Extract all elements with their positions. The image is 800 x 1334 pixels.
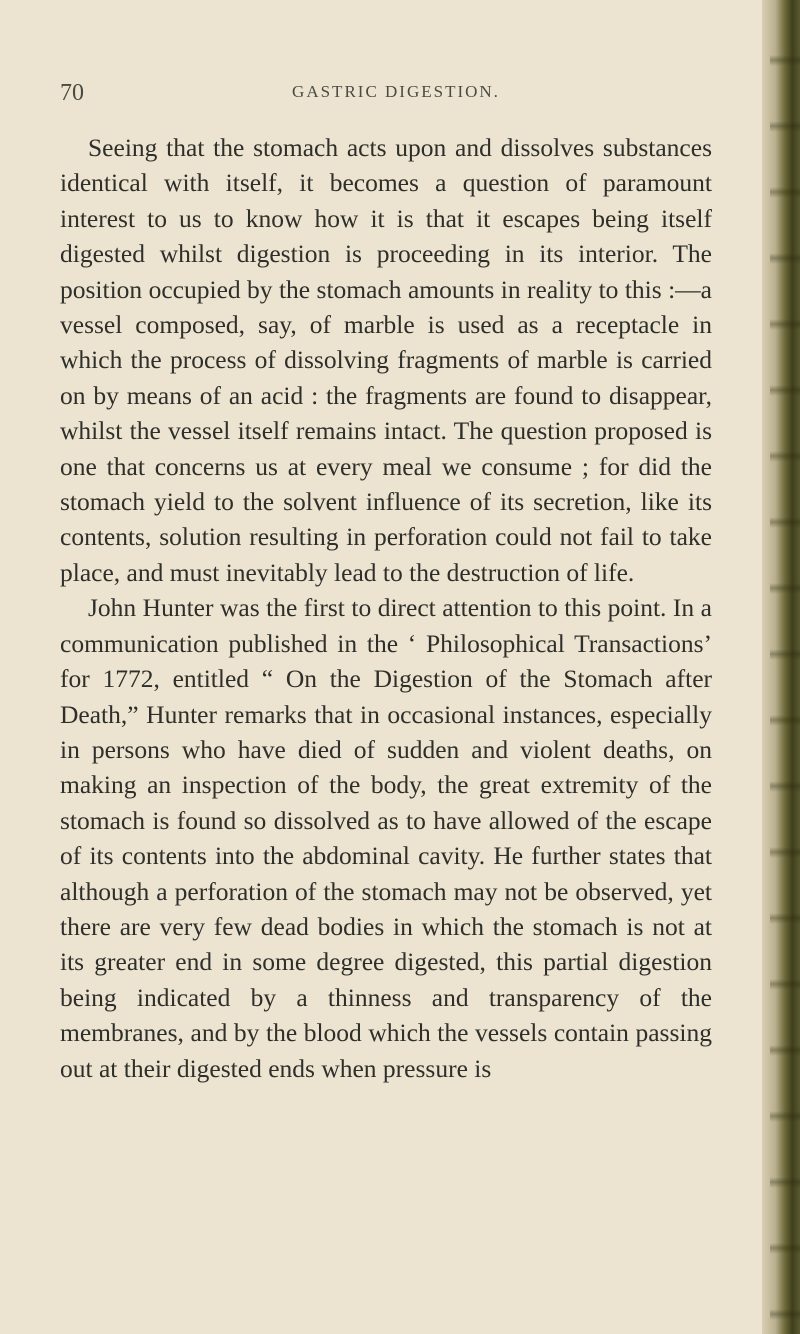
page-header xyxy=(60,80,712,110)
page-number: 70 xyxy=(60,80,84,106)
running-head: GASTRIC DIGESTION. xyxy=(292,82,500,101)
paragraph: John Hunter was the first to direct attention to this point. In a communication published in the ‘ Philosophical Transactions’ for 1772, entitled “ On the Digestion of the Stomach after Death,” Hunter remarks that in occasional instances, especially in persons who have died of sudden and violent deaths, on making an inspection of the body, the great extremity of the stomach is found so dissolved as to have allowed of the escape of its contents into the abdominal cavity. He further states that although a perforation of the stomach may not be observed, yet there are very few dead bodies in which the stomach is not at its greater end in some degree digested, this partial digestion being indicated by a thinness and transparency of the membranes, and by the blood which the vessels contain passing out at their digested ends when pressure is xyxy=(60,593,712,1083)
body-text xyxy=(60,130,712,1086)
paragraph: Seeing that the stomach acts upon and dissolves substances identical with itself, it becomes a question of paramount interest to us to know how it is that it escapes being itself digested whilst digestion is proceeding in its interior. The position occupied by the stomach amounts in reality to this :—a vessel composed, say, of marble is used as a receptacle in which the process of dissolving fragments of marble is carried on by means of an acid : the fragments are found to disappear, whilst the vessel itself remains intact. The question proposed is one that concerns us at every meal we consume ; for did the stomach yield to the solvent influence of its secretion, like its contents, solution resulting in perforation could not fail to take place, and must inevitably lead to the destruction of life. xyxy=(60,133,712,587)
binding-texture xyxy=(770,0,800,1334)
